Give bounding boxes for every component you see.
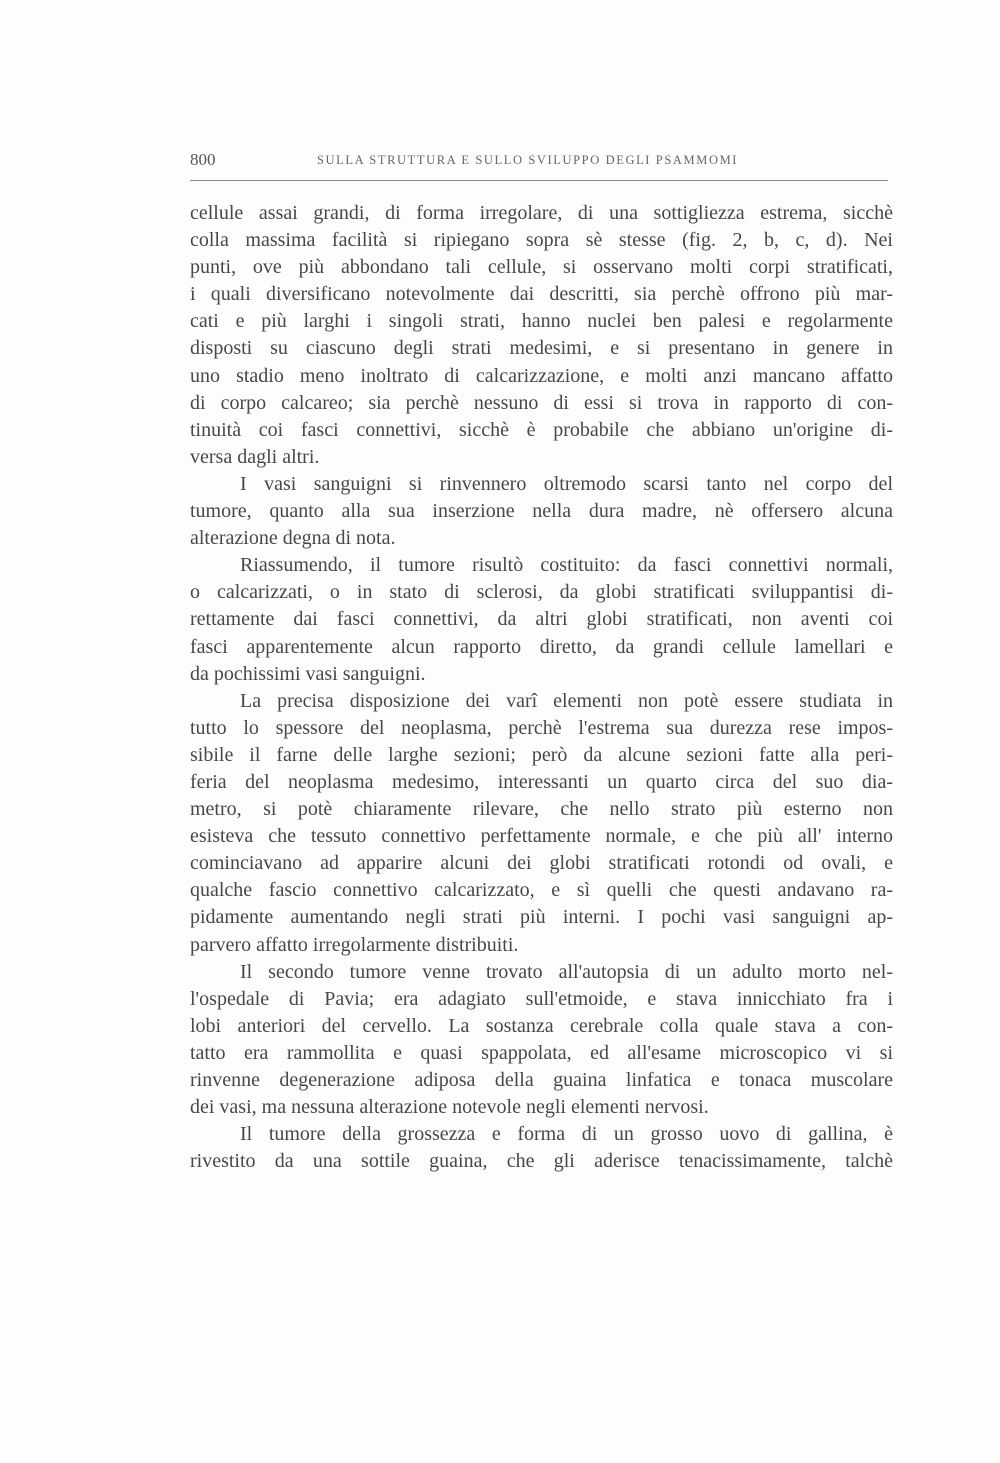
- text-line: tinuità coi fasci connettivi, sicchè è probabile che abbiano un'origine di-: [190, 418, 893, 441]
- running-head: [190, 150, 888, 174]
- text-line: l'ospedale di Pavia; era adagiato sull'etmoide, e stava innicchiato fra i: [190, 987, 893, 1010]
- text-line: alterazione degna di nota.: [190, 527, 396, 550]
- header-rule: [190, 180, 888, 181]
- page-number: 800: [190, 150, 216, 169]
- text-line: cellule assai grandi, di forma irregolare, di una sottigliezza estrema, sicchè: [190, 202, 893, 224]
- text-line: lobi anteriori del cervello. La sostanza cerebrale colla quale stava a con-: [190, 1014, 893, 1037]
- text-line: sibile il farne delle larghe sezioni; però da alcune sezioni fatte alla peri-: [190, 743, 893, 766]
- text-line: pidamente aumentando negli strati più interni. I pochi vasi sanguigni ap-: [190, 906, 893, 929]
- text-line: tumore, quanto alla sua inserzione nella dura madre, nè offersero alcuna: [190, 500, 893, 523]
- text-line: disposti su ciascuno degli strati medesimi, e si presentano in genere in: [190, 337, 893, 360]
- text-line: cati e più larghi i singoli strati, hanno nuclei ben palesi e regolarmente: [190, 310, 893, 333]
- body-text: [190, 200, 893, 1175]
- text-line: I vasi sanguigni si rinvennero oltremodo scarsi tanto nel corpo del: [240, 472, 893, 495]
- text-line: La precisa disposizione dei varî elementi non potè essere studiata in: [240, 689, 893, 712]
- text-line: colla massima facilità si ripiegano sopra sè stesse (fig. 2, b, c, d). Nei: [190, 229, 893, 252]
- text-line: uno stadio meno inoltrato di calcarizzazione, e molti anzi mancano affatto: [190, 364, 893, 387]
- text-line: tutto lo spessore del neoplasma, perchè l'estrema sua durezza rese impos-: [190, 716, 893, 739]
- text-line: o calcarizzati, o in stato di sclerosi, da globi stratificati sviluppantisi di-: [190, 581, 893, 604]
- text-line: esisteva che tessuto connettivo perfettamente normale, e che più all' interno: [190, 825, 893, 848]
- text-line: fasci apparentemente alcun rapporto diretto, da grandi cellule lamellari e: [190, 635, 893, 658]
- text-line: versa dagli altri.: [190, 445, 320, 468]
- text-line: Riassumendo, il tumore risultò costituito: da fasci connettivi normali,: [240, 554, 893, 577]
- text-line: qualche fascio connettivo calcarizzato, e sì quelli che questi andavano ra-: [190, 879, 893, 902]
- text-line: tatto era rammollita e quasi spappolata, ed all'esame microscopico vi si: [190, 1041, 893, 1064]
- text-line: di corpo calcareo; sia perchè nessuno di essi si trova in rapporto di con-: [190, 391, 893, 414]
- text-line: rinvenne degenerazione adiposa della guaina linfatica e tonaca muscolare: [190, 1069, 893, 1091]
- text-line: punti, ove più abbondano tali cellule, si osservano molti corpi stratificati,: [190, 256, 893, 279]
- text-line: Il tumore della grossezza e forma di un grosso uovo di gallina, è: [240, 1123, 893, 1146]
- running-title: SULLA STRUTTURA E SULLO SVILUPPO DEGLI PSAMMOMI: [317, 153, 739, 167]
- text-line: dei vasi, ma nessuna alterazione notevole negli elementi nervosi.: [190, 1096, 709, 1119]
- text-line: metro, si potè chiaramente rilevare, che nello strato più esterno non: [190, 798, 893, 821]
- text-line: Il secondo tumore venne trovato all'autopsia di un adulto morto nel-: [240, 960, 893, 983]
- text-line: rivestito da una sottile guaina, che gli aderisce tenacissimamente, talchè: [190, 1150, 893, 1173]
- text-line: i quali diversificano notevolmente dai descritti, sia perchè offrono più mar-: [190, 283, 893, 306]
- text-line: da pochissimi vasi sanguigni.: [190, 662, 426, 685]
- text-line: feria del neoplasma medesimo, interessanti un quarto circa del suo dia-: [190, 770, 893, 793]
- text-line: cominciavano ad apparire alcuni dei globi stratificati rotondi od ovali, e: [190, 852, 893, 875]
- text-line: parvero affatto irregolarmente distribuiti.: [190, 933, 519, 956]
- text-line: rettamente dai fasci connettivi, da altri globi stratificati, non aventi coi: [190, 608, 893, 631]
